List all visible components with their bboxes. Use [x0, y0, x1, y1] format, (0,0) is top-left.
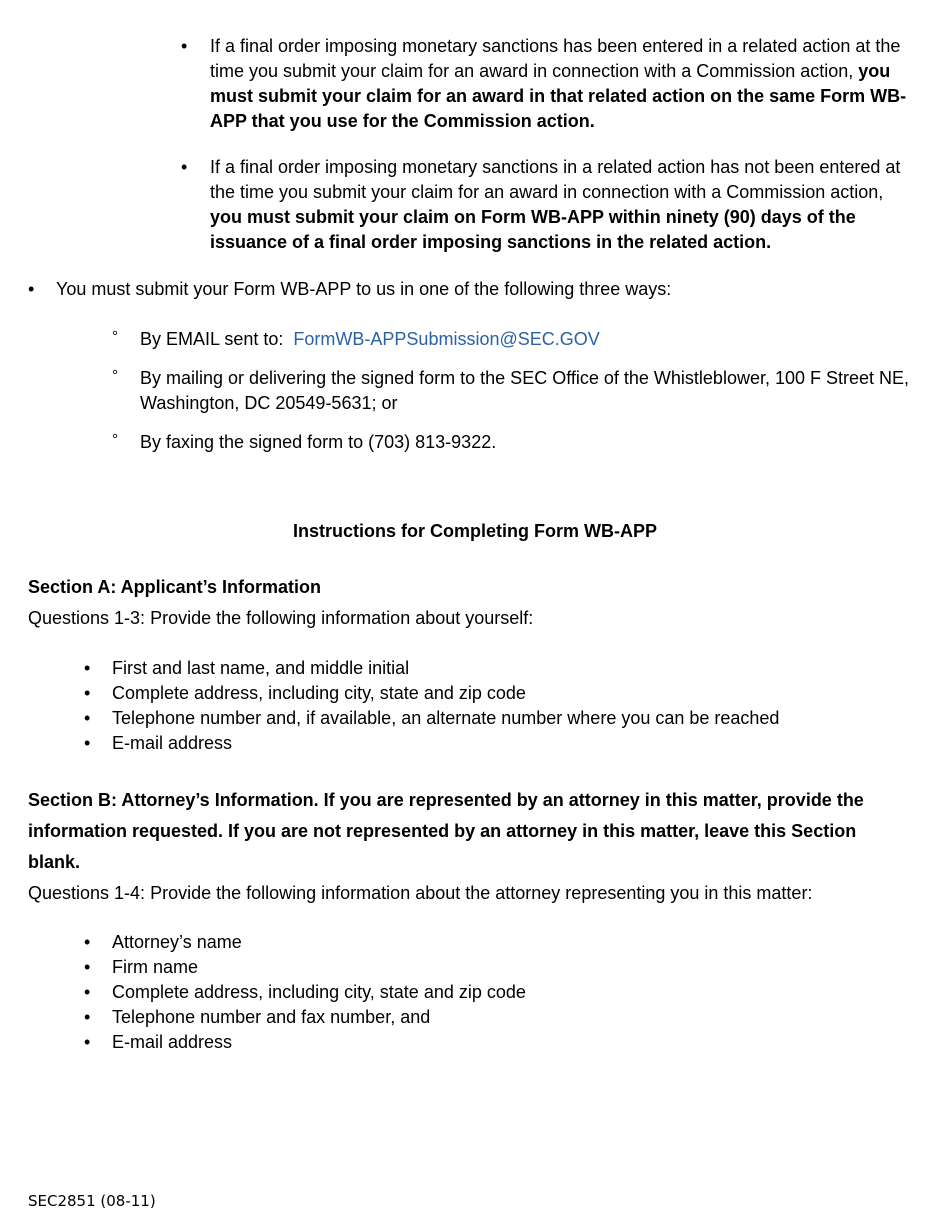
submit-intro: You must submit your Form WB-APP to us in one of the following three ways:: [56, 279, 672, 299]
bullet-glyph: •: [84, 708, 91, 728]
section-b-list: [84, 930, 924, 1055]
list-item: [84, 1005, 924, 1030]
related-action-normal-2: If a final order imposing monetary sanctions in a related action has not been entered at the time you submit your claim for an award in connection with a Commission action,: [210, 157, 901, 202]
list-item: [84, 681, 924, 706]
list-item-text: Firm name: [112, 957, 199, 977]
bullet-glyph: •: [84, 658, 91, 678]
related-action-text-1: [210, 34, 925, 134]
list-item: [84, 731, 924, 756]
bullet-glyph: •: [28, 279, 35, 299]
bullet-glyph: •: [181, 157, 188, 177]
bullet-glyph: •: [84, 982, 91, 1002]
circle-bullet-icon: °: [112, 431, 118, 448]
list-item: [84, 1030, 924, 1055]
circle-bullet-icon: °: [112, 328, 118, 345]
email-link[interactable]: FormWB-APPSubmission@SEC.GOV: [293, 329, 600, 349]
list-item-text: First and last name, and middle initial: [112, 658, 410, 678]
list-item-text: Telephone number and, if available, an alternate number where you can be reached: [112, 708, 780, 728]
email-prefix: By EMAIL sent to:: [140, 329, 284, 349]
related-action-bold-2: you must submit your claim on Form WB-APP within ninety (90) days of the issuance of a final order imposing sanctions in the related action.: [210, 207, 856, 252]
related-action-bold-1: you must submit your claim for an award in that related action on the same Form WB-APP that you use for the Commission action.: [210, 61, 907, 131]
mail-text: By mailing or delivering the signed form to the SEC Office of the Whistleblower, 100 F Street NE, Washington, DC 20549-5631; or: [140, 368, 910, 413]
bullet-glyph: •: [84, 1032, 91, 1052]
related-action-normal-1: If a final order imposing monetary sanctions has been entered in a related action at the time you submit your claim for an award in connection with a Commission action,: [210, 36, 901, 81]
bullet-glyph: •: [84, 683, 91, 703]
related-action-text-2: [210, 155, 912, 255]
bullet-glyph: •: [84, 1007, 91, 1027]
form-number-footer: SEC2851 (08-11): [28, 1192, 156, 1210]
bullet-glyph: •: [181, 36, 188, 56]
list-item-text: Complete address, including city, state and zip code: [112, 982, 526, 1002]
circle-bullet-icon: °: [112, 367, 118, 384]
email-line: [140, 327, 920, 352]
instructions-title: Instructions for Completing Form WB-APP: [293, 521, 657, 541]
list-item-text: Attorney’s name: [112, 932, 242, 952]
bullet-glyph: •: [84, 957, 91, 977]
section-a-heading: Section A: Applicant’s Information: [28, 577, 322, 597]
bullet-glyph: •: [84, 733, 91, 753]
list-item-text: Complete address, including city, state and zip code: [112, 683, 526, 703]
list-item: [84, 656, 924, 681]
fax-text: By faxing the signed form to (703) 813-9322.: [140, 432, 497, 452]
list-item: [84, 930, 924, 955]
list-item: [84, 955, 924, 980]
section-b-heading: Section B: Attorney’s Information. If you are represented by an attorney in this matter, provide the information requested. If you are not represented by an attorney in this matter, leave this Section blank.: [28, 790, 864, 872]
list-item: [84, 980, 924, 1005]
list-item: [84, 706, 924, 731]
list-item-text: E-mail address: [112, 1032, 233, 1052]
section-a-list: [84, 656, 924, 756]
bullet-glyph: •: [84, 932, 91, 952]
list-item-text: E-mail address: [112, 733, 233, 753]
section-a-intro: Questions 1-3: Provide the following information about yourself:: [28, 608, 534, 628]
section-b-intro: Questions 1-4: Provide the following information about the attorney representing you in this matter:: [28, 883, 813, 903]
list-item-text: Telephone number and fax number, and: [112, 1007, 431, 1027]
